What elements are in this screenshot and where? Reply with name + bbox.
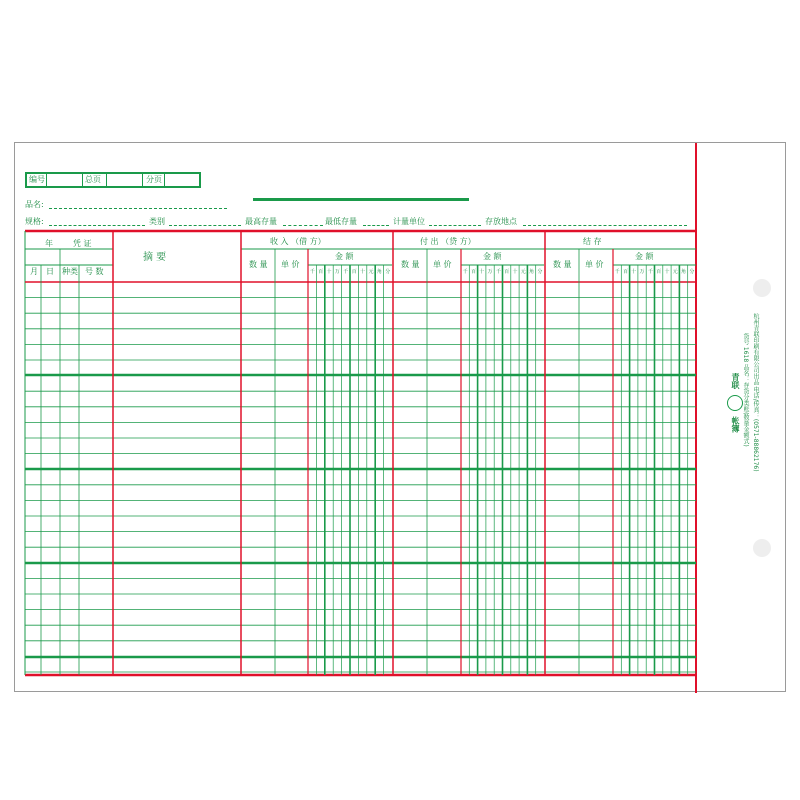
receipt-quantity: 数 量 bbox=[249, 260, 268, 269]
brand-name-2: 帐簿 bbox=[731, 416, 740, 433]
balance-unit-price: 单 价 bbox=[585, 260, 604, 269]
issue-amount: 金 额 bbox=[483, 252, 502, 261]
digit-label: 十 bbox=[631, 269, 637, 275]
digit-label: 分 bbox=[689, 269, 695, 275]
digit-label: 十 bbox=[512, 269, 518, 275]
digit-label: 百 bbox=[622, 269, 628, 275]
col-voucher: 凭 证 bbox=[73, 239, 92, 248]
max-stock-label: 最高存量 bbox=[245, 217, 277, 226]
number-label: 编号 bbox=[29, 175, 45, 184]
col-number: 号 数 bbox=[85, 267, 104, 276]
ledger-sheet bbox=[14, 142, 786, 692]
col-summary: 摘 要 bbox=[143, 252, 167, 263]
digit-label: 元 bbox=[368, 269, 374, 275]
digit-label: 元 bbox=[672, 269, 678, 275]
digit-label: 角 bbox=[376, 269, 382, 275]
spec-label: 规格: bbox=[25, 217, 44, 226]
digit-label: 分 bbox=[385, 269, 391, 275]
digit-label: 十 bbox=[326, 269, 332, 275]
min-stock-label: 最低存量 bbox=[325, 217, 357, 226]
ledger-grid bbox=[15, 143, 787, 693]
issue-header: 付 出 （贷 方） bbox=[420, 237, 476, 246]
digit-label: 万 bbox=[639, 269, 645, 275]
digit-label: 角 bbox=[529, 269, 535, 275]
digit-label: 百 bbox=[504, 269, 510, 275]
product-name-label: 品名: bbox=[25, 200, 44, 209]
sub-page-label: 分页 bbox=[146, 175, 162, 184]
issue-unit-price: 单 价 bbox=[433, 260, 452, 269]
location-label: 存放地点 bbox=[485, 217, 517, 226]
publisher-line: 杭州青联印刷有限公司出品 电话/传真：(0571-88862176) bbox=[752, 313, 759, 472]
digit-label: 千 bbox=[495, 269, 501, 275]
receipt-unit-price: 单 价 bbox=[281, 260, 300, 269]
digit-label: 十 bbox=[360, 269, 366, 275]
digit-label: 千 bbox=[614, 269, 620, 275]
digit-label: 角 bbox=[681, 269, 687, 275]
total-page-label: 总页 bbox=[85, 175, 101, 184]
issue-quantity: 数 量 bbox=[401, 260, 420, 269]
digit-label: 十 bbox=[664, 269, 670, 275]
digit-label: 千 bbox=[309, 269, 315, 275]
digit-label: 百 bbox=[470, 269, 476, 275]
digit-label: 万 bbox=[334, 269, 340, 275]
digit-label: 百 bbox=[656, 269, 662, 275]
digit-label: 万 bbox=[487, 269, 493, 275]
col-year: 年 bbox=[45, 239, 53, 248]
digit-label: 元 bbox=[520, 269, 526, 275]
punch-hole-top bbox=[753, 279, 771, 297]
unit-label: 计量单位 bbox=[393, 217, 425, 226]
col-type: 种类 bbox=[62, 267, 78, 276]
receipt-amount: 金 额 bbox=[335, 252, 354, 261]
balance-amount: 金 额 bbox=[635, 252, 654, 261]
receipt-header: 收 入 （借 方） bbox=[270, 237, 326, 246]
category-label: 类别 bbox=[149, 217, 165, 226]
col-month: 月 bbox=[30, 267, 38, 276]
digit-label: 十 bbox=[479, 269, 485, 275]
product-code-line: 货号 1618 品名：存货分类账(数量金额式) bbox=[742, 333, 749, 447]
digit-label: 百 bbox=[351, 269, 357, 275]
digit-label: 千 bbox=[462, 269, 468, 275]
digit-label: 千 bbox=[343, 269, 349, 275]
digit-label: 百 bbox=[318, 269, 324, 275]
balance-header: 结 存 bbox=[583, 237, 602, 246]
balance-quantity: 数 量 bbox=[553, 260, 572, 269]
punch-hole-bottom bbox=[753, 539, 771, 557]
digit-label: 分 bbox=[537, 269, 543, 275]
digit-label: 千 bbox=[647, 269, 653, 275]
brand-name: 青联 bbox=[731, 373, 740, 389]
col-day: 日 bbox=[46, 267, 54, 276]
